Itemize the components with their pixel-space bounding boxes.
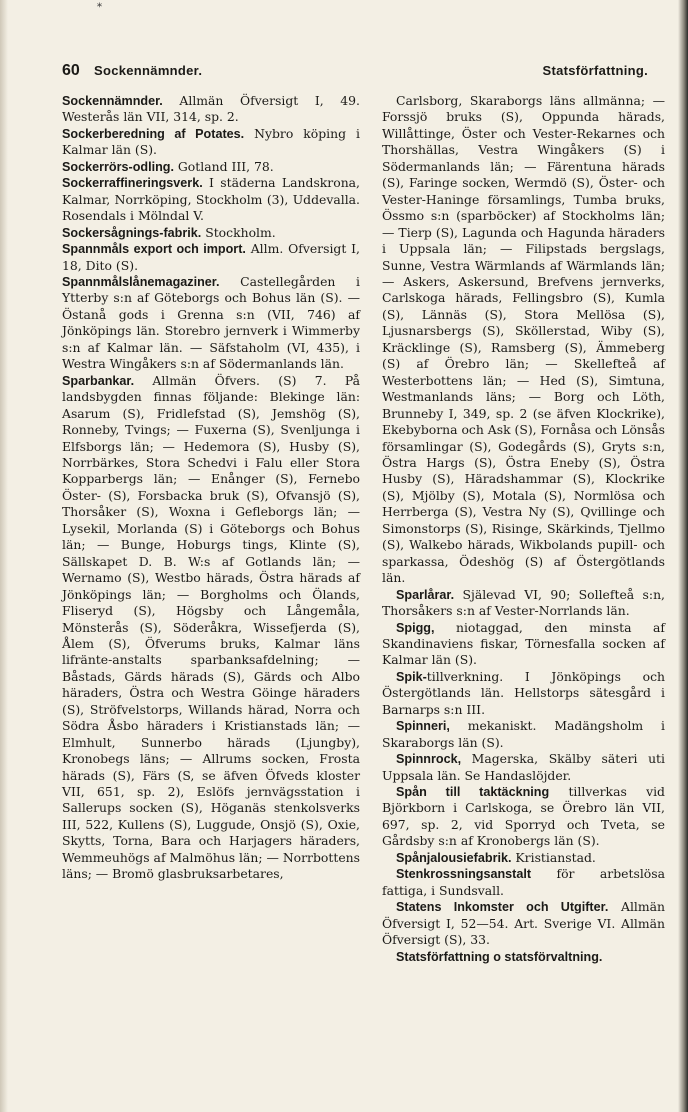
entry-keyword: Statsförfattning o statsförvaltning. bbox=[396, 949, 603, 964]
index-entry bbox=[382, 669, 665, 718]
index-entry bbox=[382, 751, 665, 784]
entry-text: Kristianstad. bbox=[511, 849, 596, 865]
index-entry bbox=[62, 175, 360, 224]
index-entry bbox=[382, 93, 665, 587]
entry-keyword: Spannmåls export och import. bbox=[62, 242, 246, 257]
entry-keyword: Spinnrock, bbox=[396, 752, 462, 767]
entry-text: Allmän Öfversigt I, 52—54. Art. Sverige VI. Allmän Öfversigt (S), 33. bbox=[382, 899, 665, 948]
entry-text: Allmän Öfvers. (S) 7. På landsbygden finnas följande: Blekinge län: Asarum (S), Fridlefstad (S), Jemshög (S), Ronneby, Tvings; — Fuxerna (S), Svenljunga i Elfsborgs län; — Hedemora (S), Husby (S), Norrbärkes, Stora Schedvi i Falu eller Stora Kopparbergs län; — Enånger (S), Fernebo Öster- (S), Forsbacka bruk (S), Ofvansjö (S), Thorsåker (S), Woxna i Gefleborgs län; — Lysekil, Morlanda (S) i Göteborgs och Bohus län; — Bunge, Hoburgs tings, Klinte (S), Sällskapet D. B. W:s af Gotlands län; — Wernamo (S), Westbo härads, Östra härads af Jönköpings län; — Borgholms och Ölands, Fliseryd (S), Högsby och Långemåla, Mönsterås (S), Söderåkra, Wissefjerda (S), Ålem (S), Öfverums bruks, Kalmar läns lifränte-anstalts sparbanksafdelning; — Båstads, Gärds härads (S), Gärds och Albo häraders, Östra och Westra Göinge häraders (S), Ströfvelstorps, Willands härad, Norra och Södra Åsbo häraders i Kristianstads län; — Elmhult, Sunnerbo härads (Ljungby), Kronobegs läns; — Allrums socken, Frosta härads (S), Färs (S, se äfven Öfveds kloster VII, 651, sp. 2), Eslöfs jernvägsstation i Sallerups socken (S), Höganäs stenkolsverks III, 522, Kullens (S), Luggude, Onsjö (S), Oxie, Skytts, Torna, Bara och Harjagers häraders, Wemmeuhögs af Malmöhus län; — Norrbottens läns; — Bromö glasbruksarbetares, bbox=[62, 372, 360, 882]
index-entry bbox=[62, 126, 360, 159]
index-entry bbox=[62, 241, 360, 274]
entry-text: Carlsborg, Skaraborgs läns allmänna; — Forssjö bruks (S), Oppunda härads, Willåttinge, Öster och Vester-Rekarnes och Thorshällas, Vestra Wingåkers (S) i Södermanlands län; — Färentuna härads (S), Faringe socken, Wermdö (S), Öster- och Vester-Haninge församlings, Tumba bruks, Össmo s:n (sparböcker) af Stockholms län; — Tierp (S), Lagunda och Hagunda häraders i Uppsala län; — Filipstads bergslags, Sunne, Vestra Wärmlands af Wärmlands län; — Askers, Askersund, Brefvens jernverks, Carlskoga härads, Fellingsbro (S), Kumla (S), Lännäs (S), Stora Mellösa (S), Ljusnarsbergs (S), Sköllerstad, Wiby (S), Kräcklinge (S), Ramsberg (S), Ämmeberg (S) af Örebro län; — Skellefteå af Westerbottens län; — Hed (S), Simtuna, Westmanlands läns; — Borg och Löth, Brunneby I, 349, sp. 2 (se äfven Klockrike), Ekebyborna och Ask (S), Fornåsa och Lönsås församlingar (S), Godegårds (S), Gryts s:n, Östra Hargs (S), Östra Eneby (S), Östra Husby (S), Häradshammar (S), Klockrike (S), Mjölby (S), Motala (S), Normlösa och Herrberga (S), Vestra Ny (S), Qvillinge och Simonstorps (S), Risinge, Skärkinds, Tjellmo (S), Walkebo härads, Wikbolands pupill- och sparkassa, Ödeshög (S) af Östergötlands län. bbox=[382, 93, 665, 586]
index-entry bbox=[382, 587, 665, 620]
index-entry bbox=[62, 159, 360, 175]
entry-keyword: Spån till taktäckning bbox=[396, 785, 550, 800]
entry-text: tillverkas vid Björkborn i Carlskoga, se Örebro län VII, 697, sp. 2, vid Sporryd och Tveta, se Gårdsby s:n af Kronobergs län (S). bbox=[382, 784, 665, 849]
page-edge-left bbox=[0, 0, 8, 1112]
entry-keyword: Spånjalousiefabrik. bbox=[396, 850, 512, 865]
index-entry bbox=[62, 225, 360, 241]
entry-keyword: Spigg, bbox=[396, 620, 435, 635]
page-number: 60 bbox=[62, 62, 80, 79]
index-entry bbox=[382, 718, 665, 751]
header-right-title: Statsförfattning. bbox=[542, 63, 648, 78]
index-entry bbox=[62, 274, 360, 373]
entry-text: niotaggad, den minsta af Skandinaviens fiskar, Törnesfalla socken af Kalmar län (S). bbox=[382, 619, 665, 668]
entry-text: Stockholm. bbox=[201, 224, 276, 240]
entry-keyword: Sockerberedning af Potates. bbox=[62, 126, 245, 141]
entry-text: I städerna Landskrona, Kalmar, Norrköping, Stockholm (3), Uddevalla. Rosendals i Mölndal V. bbox=[62, 175, 360, 224]
scan-mark: * bbox=[97, 2, 102, 13]
entry-keyword: Spinneri, bbox=[396, 719, 450, 734]
entry-text: Själevad VI, 90; Sollefteå s:n, Thorsåkers s:n af Vester-Norrlands län. bbox=[382, 586, 665, 619]
entry-keyword: Sockerrörs-odling. bbox=[62, 159, 174, 174]
entry-keyword: Sockennämnder. bbox=[62, 94, 163, 108]
entry-keyword: Spannmålslånemagaziner. bbox=[62, 274, 220, 289]
entry-keyword: Stenkrossningsanstalt bbox=[396, 867, 532, 882]
right-column bbox=[382, 93, 665, 965]
entry-text: för arbetslösa fattiga, i Sundsvall. bbox=[382, 866, 665, 898]
entry-keyword: Sparbankar. bbox=[62, 373, 135, 388]
index-entry bbox=[382, 850, 665, 866]
index-entry bbox=[382, 899, 665, 948]
index-entry bbox=[382, 866, 665, 899]
entry-text: Gotland III, 78. bbox=[173, 158, 274, 174]
page-edge-right bbox=[678, 0, 688, 1112]
entry-text: mekaniskt. Madängsholm i Skaraborgs län (S). bbox=[382, 718, 665, 750]
entry-text: Nybro köping i Kalmar län (S). bbox=[62, 125, 360, 158]
entry-text: Allm. Ofversigt I, 18, Dito (S). bbox=[62, 241, 360, 273]
entry-text: Magerska, Skälby säteri uti Uppsala län. Se Handaslöjder. bbox=[382, 751, 665, 783]
entry-text: Castellegården i Ytterby s:n af Göteborgs och Bohus län (S). — Östanå gods i Grenna s:n (VII, 746) af Jönköpings län. Storebro jernverk i Wimmerby s:n af Kalmar län. — Säfstaholm (VI, 435), i Westra Wingåkers s:n af Södermanlands län. bbox=[62, 273, 360, 372]
entry-text: Allmän Öfversigt I, 49. Westerås län VII, 314, sp. 2. bbox=[62, 93, 360, 125]
entry-keyword: Sockersågnings-fabrik. bbox=[62, 225, 202, 240]
index-entry bbox=[62, 93, 360, 126]
entry-text: tillverkning. I Jönköpings och Östergötlands län. Hellstorps sätesgård i Barnarps s:n III. bbox=[382, 668, 665, 717]
left-column bbox=[62, 93, 360, 883]
entry-keyword: Sockerraffineringsverk. bbox=[62, 176, 203, 191]
header-left-title: Sockennämnder. bbox=[94, 63, 203, 78]
running-header bbox=[62, 62, 648, 82]
entry-keyword: Statens Inkomster och Utgifter. bbox=[396, 900, 609, 915]
index-entry bbox=[382, 784, 665, 850]
index-entry bbox=[382, 620, 665, 669]
entry-keyword: Spik- bbox=[396, 669, 427, 684]
index-entry bbox=[62, 373, 360, 883]
entry-keyword: Sparlårar. bbox=[396, 587, 455, 602]
index-entry bbox=[382, 949, 665, 965]
